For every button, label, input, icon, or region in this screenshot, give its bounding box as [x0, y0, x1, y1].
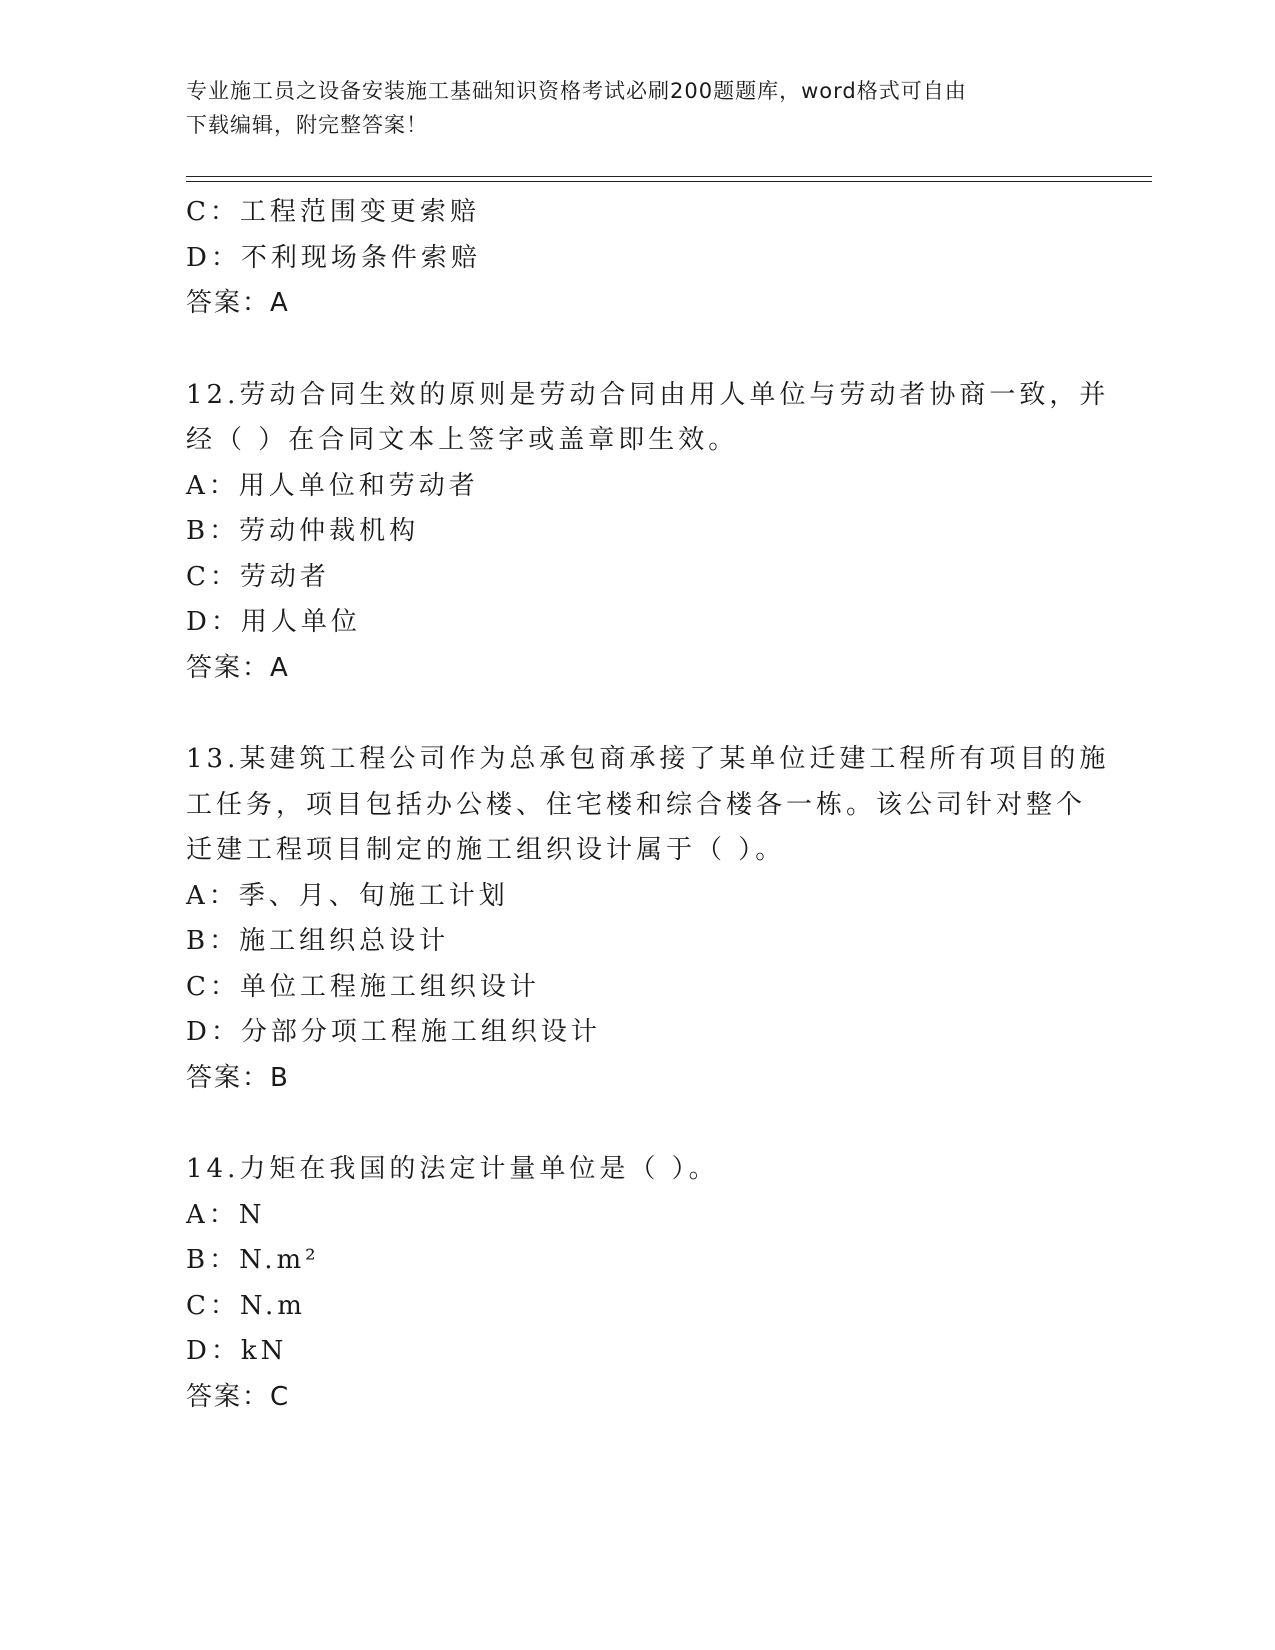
option-c: C：N.m [186, 1290, 306, 1321]
answer-line: 答案：A [186, 652, 290, 683]
answer-line: 答案：A [186, 288, 290, 318]
option-a: A：季、月、旬施工计划 [186, 880, 509, 911]
question-content [186, 190, 1110, 1420]
answer-line: 答案：B [186, 1062, 290, 1093]
question-stem-line: 迁建工程项目制定的施工组织设计属于（ ）。 [186, 835, 786, 865]
spacer [186, 327, 1086, 373]
option-c: C：劳动者 [186, 561, 330, 592]
option-c: C：单位工程施工组织设计 [186, 971, 540, 1002]
answer-line: 答案：C [186, 1381, 291, 1412]
option-c: C：工程范围变更索赔 [186, 197, 480, 227]
question-stem-line: 14.力矩在我国的法定计量单位是（ ）。 [186, 1154, 719, 1184]
question-13 [186, 737, 1110, 1101]
header-divider-top [186, 176, 1152, 177]
header-line-1: 专业施工员之设备安装施工基础知识资格考试必刷200题题库，word格式可自由 [186, 79, 967, 103]
option-d: D：不利现场条件索赔 [186, 242, 481, 273]
option-b: B：N.m² [186, 1245, 320, 1275]
option-a: A：N [186, 1199, 266, 1230]
option-d: D：kN [186, 1336, 288, 1366]
header-divider-bottom [186, 181, 1152, 182]
question-12 [186, 373, 1110, 692]
question-stem-line: 13.某建筑工程公司作为总承包商承接了某单位迁建工程所有项目的施 [186, 744, 1110, 774]
option-b: B：施工组织总设计 [186, 926, 450, 956]
question-stem-line: 经（ ）在合同文本上签字或盖章即生效。 [186, 425, 739, 455]
document-header [186, 74, 1066, 142]
question-stem-line: 12.劳动合同生效的原则是劳动合同由用人单位与劳动者协商一致，并 [186, 379, 1110, 410]
option-d: D：分部分项工程施工组织设计 [186, 1017, 601, 1047]
spacer [186, 1101, 1086, 1147]
question-stem-line: 工任务，项目包括办公楼、住宅楼和综合楼各一栋。该公司针对整个 [186, 789, 1087, 820]
header-line-2: 下载编辑，附完整答案！ [186, 113, 428, 137]
prev-question-block [186, 190, 1086, 327]
option-b: B：劳动仲裁机构 [186, 516, 420, 546]
option-a: A：用人单位和劳动者 [186, 470, 479, 501]
question-14 [186, 1147, 1086, 1420]
option-d: D：用人单位 [186, 607, 361, 637]
spacer [186, 691, 1086, 737]
